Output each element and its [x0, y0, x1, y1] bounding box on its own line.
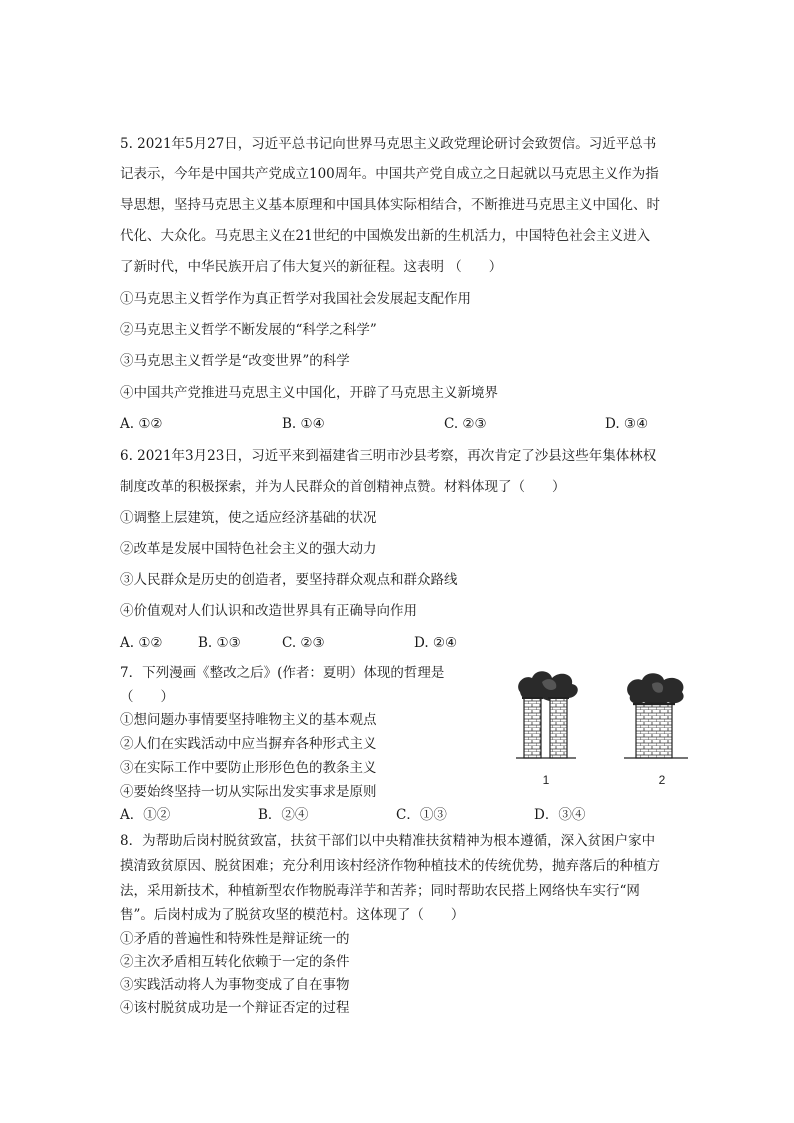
q7-stem-line-2: （ ） [120, 689, 174, 705]
q5-stem-line-1: 5. 2021年5月27日，习近平总书记向世界马克思主义政党理论研讨会致贺信。习近平总书 [120, 136, 657, 152]
q8-statement-3: ③实践活动将人为事物变成了自在事物 [120, 977, 350, 993]
q8-statement-4: ④该村脱贫成功是一个辩证否定的过程 [120, 1000, 350, 1016]
q7-option-b[interactable]: B．②④ [258, 807, 309, 823]
figure-label-2: 2 [658, 773, 666, 787]
q7-statement-4: ④要始终坚持一切从实际出发实事求是原则 [120, 784, 377, 800]
q7-stem-line-1: 7．下列漫画《整改之后》(作者：夏明）体现的哲理是 [120, 665, 445, 681]
q5-statement-1: ①马克思主义哲学作为真正哲学对我国社会发展起支配作用 [120, 291, 471, 307]
q5-option-d[interactable]: D. ③④ [605, 416, 649, 432]
q6-statement-4: ④价值观对人们认识和改造世界具有正确导向作用 [120, 603, 417, 619]
q6-option-b[interactable]: B. ①③ [198, 635, 241, 651]
q8-stem-line-2: 摸清致贫原因、脱贫困难；充分利用该村经济作物种植技术的传统优势，抛弃落后的种植方 [120, 858, 660, 874]
q8-stem-line-1: 8．为帮助后岗村脱贫致富，扶贫干部们以中央精准扶贫精神为根本遵循，深入贫困户家中 [120, 833, 656, 849]
figure-label-1: 1 [542, 773, 550, 787]
chimney-cartoon-figure [512, 662, 692, 792]
q7-statement-2: ②人们在实践活动中应当摒弃各种形式主义 [120, 736, 377, 752]
panel-2-single-chimney [624, 673, 688, 758]
q6-option-a[interactable]: A. ①② [120, 635, 163, 651]
panel-1-two-chimneys [516, 671, 578, 758]
q8-stem-line-4: 售”。后岗村成为了脱贫攻坚的模范村。这体现了（ ） [120, 907, 465, 923]
q7-option-d[interactable]: D．③④ [534, 807, 586, 823]
q7-option-a[interactable]: A．①② [120, 807, 171, 823]
q5-statement-3: ③马克思主义哲学是“改变世界”的科学 [120, 353, 350, 369]
q5-stem-line-3: 导思想，坚持马克思主义基本原理和中国具体实际相结合，不断推进马克思主义中国化、时 [120, 197, 660, 213]
q6-stem-line-1: 6. 2021年3月23日，习近平来到福建省三明市沙县考察，再次肯定了沙县这些年集体林权 [120, 448, 657, 464]
q5-option-a[interactable]: A. ①② [120, 416, 163, 432]
q6-statement-3: ③人民群众是历史的创造者，要坚持群众观点和群众路线 [120, 572, 458, 588]
q5-stem-line-5: 了新时代，中华民族开启了伟大复兴的新征程。这表明 （ ） [120, 259, 503, 275]
q8-stem-line-3: 法，采用新技术，种植新型农作物脱毒洋芋和苦荞；同时帮助农民搭上网络快车实行“网 [120, 883, 640, 899]
q6-stem-line-2: 制度改革的积极探索，并为人民群众的首创精神点赞。材料体现了（ ） [120, 479, 566, 495]
q7-option-c[interactable]: C．①③ [396, 807, 447, 823]
q6-statement-1: ①调整上层建筑，使之适应经济基础的状况 [120, 510, 377, 526]
q5-stem-line-2: 记表示，今年是中国共产党成立100周年。中国共产党自成立之日起就以马克思主义作为指 [120, 166, 659, 182]
q5-statement-4: ④中国共产党推进马克思主义中国化，开辟了马克思主义新境界 [120, 385, 498, 401]
q5-stem-line-4: 代化、大众化。马克思主义在21世纪的中国焕发出新的生机活力，中国特色社会主义进入 [120, 228, 651, 244]
q6-option-d[interactable]: D. ②④ [414, 635, 458, 651]
q8-statement-1: ①矛盾的普遍性和特殊性是辩证统一的 [120, 931, 350, 947]
q8-statement-2: ②主次矛盾相互转化依赖于一定的条件 [120, 954, 350, 970]
q5-option-b[interactable]: B. ①④ [282, 416, 325, 432]
q5-option-c[interactable]: C. ②③ [444, 416, 487, 432]
q7-statement-3: ③在实际工作中要防止形形色色的教条主义 [120, 760, 377, 776]
q5-statement-2: ②马克思主义哲学不断发展的“科学之科学” [120, 322, 377, 338]
q6-statement-2: ②改革是发展中国特色社会主义的强大动力 [120, 541, 377, 557]
q7-statement-1: ①想问题办事情要坚持唯物主义的基本观点 [120, 712, 377, 728]
q6-option-c[interactable]: C. ②③ [282, 635, 325, 651]
